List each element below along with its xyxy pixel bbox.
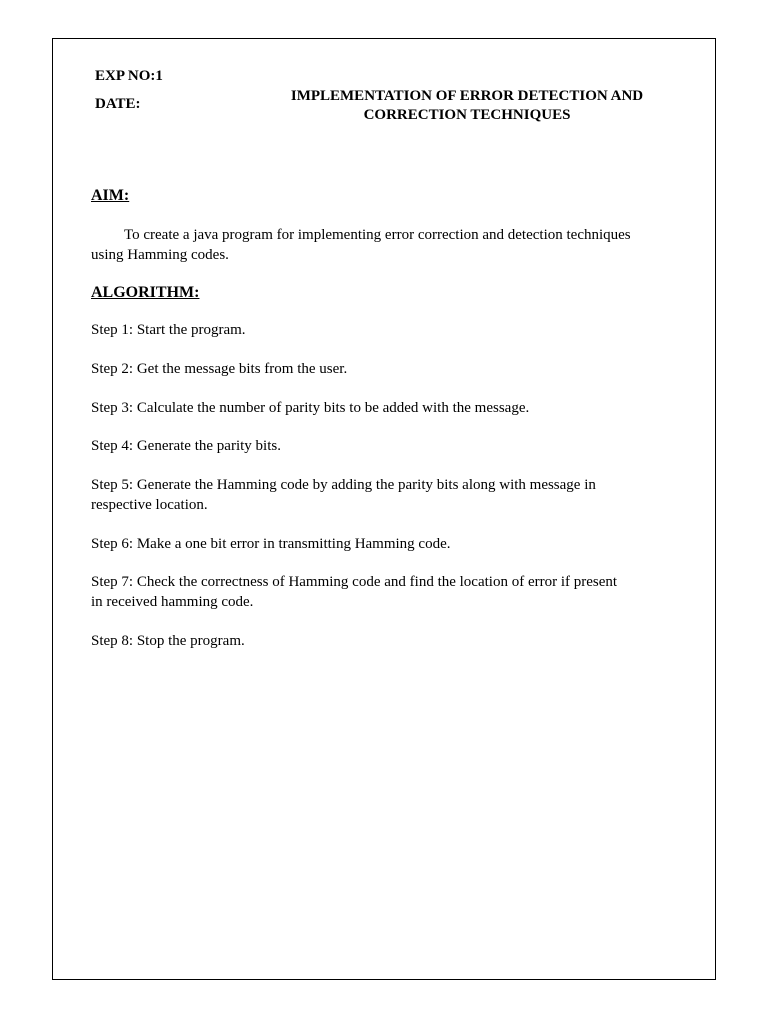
step-5-line-1: Step 5: Generate the Hamming code by adding the parity bits along with message in (91, 477, 596, 493)
step-2 (91, 359, 691, 379)
aim-line-2: using Hamming codes. (91, 247, 229, 263)
step-3-line-1: Step 3: Calculate the number of parity bits to be added with the message. (91, 400, 530, 416)
step-7 (91, 572, 691, 612)
step-4-line-1: Step 4: Generate the parity bits. (91, 438, 281, 454)
step-5 (91, 475, 691, 515)
step-2-line-1: Step 2: Get the message bits from the user. (91, 361, 348, 377)
algorithm-heading: ALGORITHM: (91, 284, 200, 301)
step-5-line-2: respective location. (91, 497, 208, 513)
aim-heading: AIM: (91, 187, 130, 204)
step-6 (91, 534, 691, 554)
page-title (260, 87, 674, 125)
date-label: DATE: (95, 96, 141, 112)
step-4 (91, 436, 691, 456)
step-1-line-1: Step 1: Start the program. (91, 322, 246, 338)
title-line-1: IMPLEMENTATION OF ERROR DETECTION AND (290, 88, 644, 104)
step-8 (91, 631, 691, 651)
exp-no: EXP NO:1 (95, 68, 163, 84)
step-7-line-2: in received hamming code. (91, 594, 254, 610)
step-8-line-1: Step 8: Stop the program. (91, 633, 245, 649)
step-7-line-1: Step 7: Check the correctness of Hamming code and find the location of error if present (91, 574, 618, 590)
aim-line-1: To create a java program for implementing error correction and detection techniques (124, 227, 631, 243)
title-line-2: CORRECTION TECHNIQUES (363, 107, 571, 123)
aim-paragraph (91, 225, 691, 265)
step-6-line-1: Step 6: Make a one bit error in transmitting Hamming code. (91, 536, 451, 552)
step-1 (91, 320, 691, 340)
step-3 (91, 398, 691, 418)
